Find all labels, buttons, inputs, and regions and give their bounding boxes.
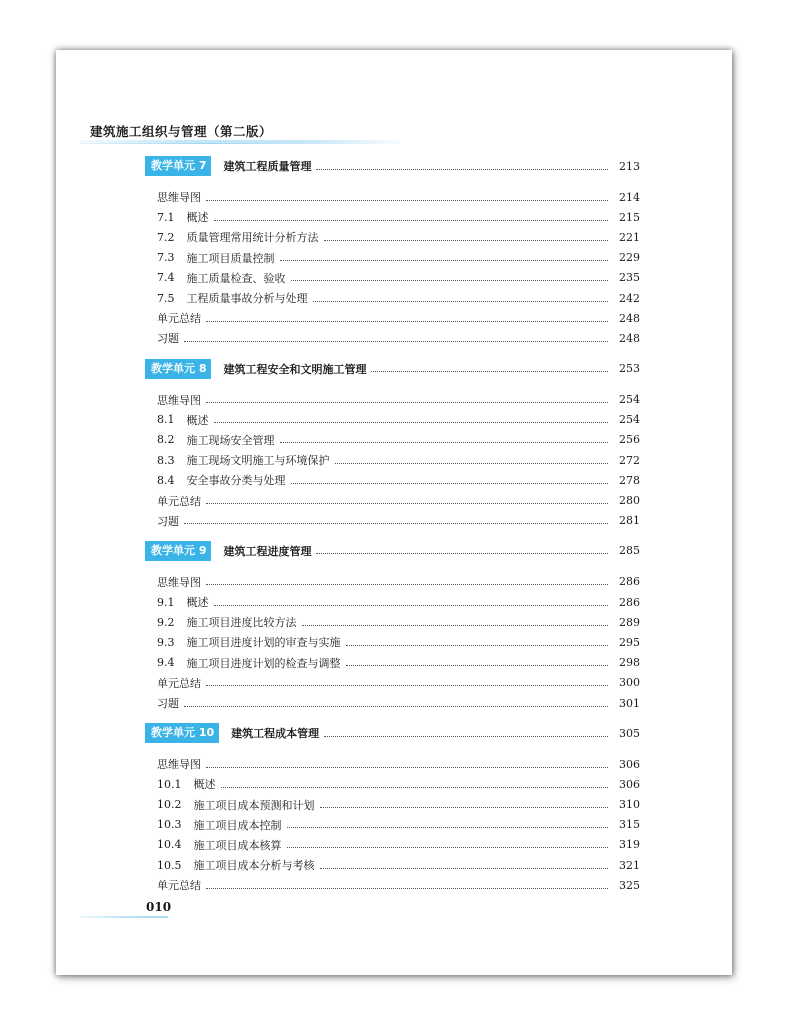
section-page-number: 229 bbox=[619, 251, 640, 265]
dot-leader bbox=[206, 685, 608, 686]
section-page-number: 221 bbox=[619, 230, 640, 244]
section-page-number: 295 bbox=[619, 635, 640, 649]
dot-leader bbox=[206, 321, 608, 322]
section-page-number: 286 bbox=[619, 575, 640, 589]
dot-leader bbox=[280, 442, 609, 443]
section-title: 施工质量检查、验收 bbox=[186, 271, 286, 285]
running-head-title: 建筑施工组织与管理（第二版） bbox=[90, 124, 273, 139]
dot-leader bbox=[214, 605, 609, 606]
section-page-number: 325 bbox=[619, 878, 640, 892]
section-title: 概述 bbox=[186, 211, 209, 225]
dot-leader bbox=[291, 280, 609, 281]
dot-leader bbox=[280, 260, 609, 261]
section-number: 10.5 bbox=[157, 858, 182, 872]
dot-leader bbox=[287, 827, 609, 828]
section-title: 概述 bbox=[193, 778, 216, 792]
toc-entry[interactable] bbox=[145, 227, 640, 247]
section-title: 思维导图 bbox=[157, 575, 201, 589]
toc-entry[interactable] bbox=[145, 430, 640, 450]
dot-leader bbox=[313, 301, 609, 302]
section-page-number: 278 bbox=[619, 473, 640, 487]
section-number: 9.4 bbox=[157, 656, 175, 670]
section-title: 施工项目成本预测和计划 bbox=[193, 798, 315, 812]
dot-leader bbox=[316, 553, 608, 554]
running-head-rule bbox=[80, 140, 400, 143]
section-title: 习题 bbox=[157, 697, 179, 711]
table-of-contents bbox=[145, 154, 640, 895]
section-page-number: 215 bbox=[619, 210, 640, 224]
section-number: 8.1 bbox=[157, 413, 175, 427]
dot-leader bbox=[214, 220, 609, 221]
section-page-number: 310 bbox=[619, 798, 640, 812]
dot-leader bbox=[184, 706, 608, 707]
section-number: 7.2 bbox=[157, 230, 175, 244]
section-page-number: 235 bbox=[619, 271, 640, 285]
section-number: 10.4 bbox=[157, 838, 182, 852]
dot-leader bbox=[206, 888, 608, 889]
toc-entry[interactable] bbox=[145, 248, 640, 268]
section-title: 施工项目进度比较方法 bbox=[186, 616, 297, 630]
section-page-number: 254 bbox=[619, 393, 640, 407]
section-title: 施工项目进度计划的检查与调整 bbox=[186, 656, 341, 670]
section-title: 施工现场文明施工与环境保护 bbox=[186, 454, 330, 468]
toc-entry[interactable] bbox=[145, 592, 640, 612]
toc-entry[interactable] bbox=[145, 572, 640, 592]
toc-entry[interactable] bbox=[145, 511, 640, 531]
section-page-number: 315 bbox=[619, 818, 640, 832]
section-page-number: 289 bbox=[619, 615, 640, 629]
section-title: 施工项目进度计划的审查与实施 bbox=[186, 636, 341, 650]
toc-unit-heading[interactable] bbox=[145, 156, 640, 176]
section-number: 7.5 bbox=[157, 291, 175, 305]
dot-leader bbox=[184, 341, 608, 342]
dot-leader bbox=[206, 767, 608, 768]
dot-leader bbox=[214, 422, 609, 423]
toc-entry[interactable] bbox=[145, 328, 640, 348]
unit-title: 建筑工程成本管理 bbox=[231, 727, 320, 741]
section-page-number: 256 bbox=[619, 433, 640, 447]
unit-label-badge: 教学单元 10 bbox=[145, 723, 219, 743]
section-title: 工程质量事故分析与处理 bbox=[186, 292, 308, 306]
section-title: 单元总结 bbox=[157, 676, 201, 690]
toc-entry[interactable] bbox=[145, 490, 640, 510]
toc-entry[interactable] bbox=[145, 673, 640, 693]
section-title: 概述 bbox=[186, 596, 209, 610]
toc-entry[interactable] bbox=[145, 268, 640, 288]
section-title: 概述 bbox=[186, 413, 209, 427]
section-page-number: 272 bbox=[619, 453, 640, 467]
dot-leader bbox=[324, 736, 608, 737]
section-title: 单元总结 bbox=[157, 494, 201, 508]
section-page-number: 319 bbox=[619, 838, 640, 852]
section-title: 施工项目成本分析与考核 bbox=[193, 859, 315, 873]
dot-leader bbox=[302, 625, 609, 626]
section-number: 10.3 bbox=[157, 818, 182, 832]
section-title: 施工现场安全管理 bbox=[186, 433, 275, 447]
section-title: 质量管理常用统计分析方法 bbox=[186, 231, 319, 245]
toc-entry[interactable] bbox=[145, 632, 640, 652]
section-page-number: 286 bbox=[619, 595, 640, 609]
section-title: 施工项目成本控制 bbox=[193, 818, 282, 832]
section-title: 施工项目质量控制 bbox=[186, 251, 275, 265]
unit-title: 建筑工程质量管理 bbox=[223, 160, 312, 173]
toc-entry[interactable] bbox=[145, 875, 640, 895]
section-title: 习题 bbox=[157, 514, 179, 528]
toc-entry[interactable] bbox=[145, 207, 640, 227]
dot-leader bbox=[206, 503, 608, 504]
toc-entry[interactable] bbox=[145, 612, 640, 632]
section-title: 习题 bbox=[157, 332, 179, 346]
section-title: 思维导图 bbox=[157, 758, 201, 772]
dot-leader bbox=[346, 645, 609, 646]
dot-leader bbox=[206, 584, 608, 585]
section-page-number: 306 bbox=[619, 777, 640, 791]
toc-unit-heading[interactable] bbox=[145, 359, 640, 379]
dot-leader bbox=[291, 483, 609, 484]
toc-entry[interactable] bbox=[145, 795, 640, 815]
section-number: 8.4 bbox=[157, 473, 175, 487]
section-page-number: 248 bbox=[619, 331, 640, 345]
section-number: 10.1 bbox=[157, 777, 182, 791]
section-number: 10.2 bbox=[157, 798, 182, 812]
section-page-number: 280 bbox=[619, 494, 640, 508]
unit-label-badge: 教学单元 9 bbox=[145, 541, 211, 561]
section-page-number: 214 bbox=[619, 190, 640, 204]
page-number-rule bbox=[80, 916, 168, 918]
toc-entry[interactable] bbox=[145, 450, 640, 470]
section-number: 8.2 bbox=[157, 433, 175, 447]
unit-title: 建筑工程进度管理 bbox=[223, 544, 312, 558]
section-page-number: 281 bbox=[619, 514, 640, 528]
unit-title: 建筑工程安全和文明施工管理 bbox=[223, 362, 367, 376]
section-page-number: 321 bbox=[619, 858, 640, 872]
section-title: 单元总结 bbox=[157, 879, 201, 893]
dot-leader bbox=[221, 787, 609, 788]
toc-unit-heading[interactable] bbox=[145, 723, 640, 743]
dot-leader bbox=[320, 807, 609, 808]
dot-leader bbox=[206, 200, 608, 201]
dot-leader bbox=[184, 523, 608, 524]
section-page-number: 248 bbox=[619, 311, 640, 325]
section-number: 7.1 bbox=[157, 210, 175, 224]
section-page-number: 301 bbox=[619, 696, 640, 710]
section-title: 单元总结 bbox=[157, 312, 201, 326]
toc-entry[interactable] bbox=[145, 187, 640, 207]
dot-leader bbox=[316, 169, 608, 170]
section-number: 7.3 bbox=[157, 251, 175, 265]
section-page-number: 298 bbox=[619, 656, 640, 670]
unit-label-badge: 教学单元 8 bbox=[145, 359, 211, 379]
toc-entry[interactable] bbox=[145, 653, 640, 673]
dot-leader bbox=[206, 402, 608, 403]
page-number: 010 bbox=[146, 900, 172, 914]
toc-entry[interactable] bbox=[145, 390, 640, 410]
dot-leader bbox=[324, 240, 609, 241]
unit-page-number: 253 bbox=[619, 362, 640, 375]
toc-entry[interactable] bbox=[145, 754, 640, 774]
unit-page-number: 285 bbox=[619, 544, 640, 558]
dot-leader bbox=[320, 868, 609, 869]
dot-leader bbox=[287, 847, 609, 848]
toc-entry[interactable] bbox=[145, 470, 640, 490]
toc-entry[interactable] bbox=[145, 815, 640, 835]
section-page-number: 300 bbox=[619, 676, 640, 690]
toc-entry[interactable] bbox=[145, 308, 640, 328]
toc-entry[interactable] bbox=[145, 855, 640, 875]
toc-entry[interactable] bbox=[145, 693, 640, 713]
section-page-number: 254 bbox=[619, 413, 640, 427]
section-number: 9.1 bbox=[157, 595, 175, 609]
section-number: 8.3 bbox=[157, 453, 175, 467]
section-page-number: 242 bbox=[619, 291, 640, 305]
section-number: 9.3 bbox=[157, 635, 175, 649]
toc-unit-heading[interactable] bbox=[145, 541, 640, 561]
toc-entry[interactable] bbox=[145, 288, 640, 308]
unit-page-number: 305 bbox=[619, 726, 640, 740]
section-title: 安全事故分类与处理 bbox=[186, 474, 286, 488]
section-title: 思维导图 bbox=[157, 191, 201, 205]
section-page-number: 306 bbox=[619, 757, 640, 771]
dot-leader bbox=[371, 371, 608, 372]
dot-leader bbox=[335, 463, 609, 464]
unit-page-number: 213 bbox=[619, 159, 640, 173]
section-title: 思维导图 bbox=[157, 393, 201, 407]
unit-label-badge: 教学单元 7 bbox=[145, 156, 211, 176]
toc-entry[interactable] bbox=[145, 410, 640, 430]
toc-entry[interactable] bbox=[145, 835, 640, 855]
section-title: 施工项目成本核算 bbox=[193, 838, 282, 852]
dot-leader bbox=[346, 665, 609, 666]
toc-entry[interactable] bbox=[145, 774, 640, 794]
section-number: 9.2 bbox=[157, 615, 175, 629]
section-number: 7.4 bbox=[157, 271, 175, 285]
